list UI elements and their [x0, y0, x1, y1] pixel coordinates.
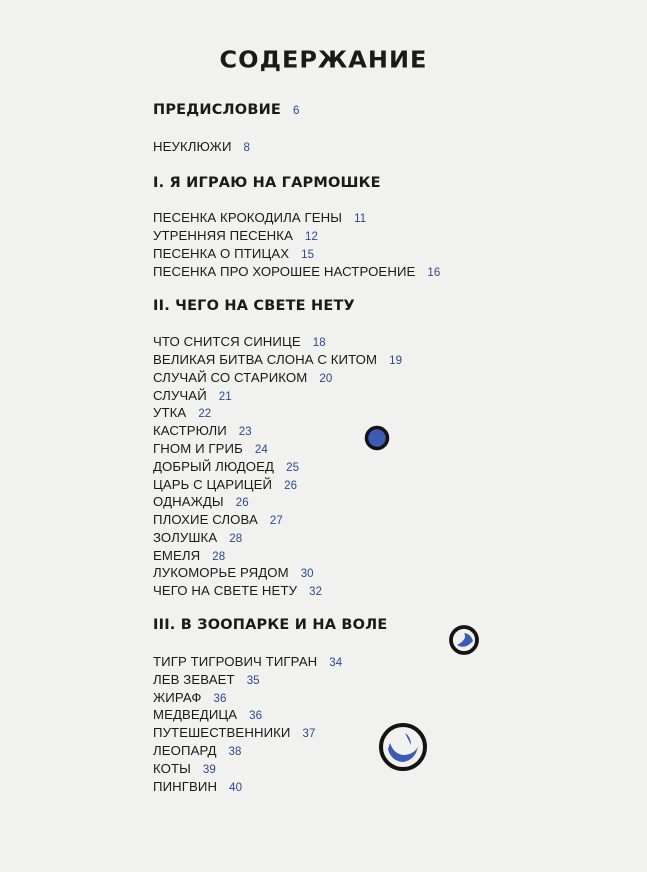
toc-entry-label: ОДНАЖДЫ: [153, 494, 224, 509]
toc-preface[interactable]: [153, 102, 300, 118]
page-number: 32: [309, 586, 323, 598]
toc-entry[interactable]: [153, 227, 318, 246]
page-number: 25: [286, 462, 300, 474]
page-number: 15: [301, 249, 315, 261]
toc-entry-label: ГНОМ И ГРИБ: [153, 441, 243, 456]
toc-entry-label: ЕМЕЛЯ: [153, 548, 201, 563]
toc-entry-label: МЕДВЕДИЦА: [153, 707, 238, 722]
toc-entry-label: ЗОЛУШКА: [153, 530, 218, 545]
toc-entry[interactable]: [153, 742, 242, 761]
toc-entry[interactable]: [153, 653, 342, 672]
toc-entry-label: УТРЕННЯЯ ПЕСЕНКА: [153, 228, 293, 243]
toc-entry-label: ПЕСЕНКА ПРО ХОРОШЕЕ НАСТРОЕНИЕ: [153, 264, 416, 279]
toc-entry-label: КАСТРЮЛИ: [153, 423, 227, 438]
page-number: 36: [213, 693, 227, 705]
toc-entry-label: ПЛОХИЕ СЛОВА: [153, 512, 258, 527]
toc-entry[interactable]: [153, 404, 211, 423]
page-number: 8: [243, 142, 251, 154]
page-number: 27: [269, 515, 283, 527]
page-number: 35: [246, 675, 260, 687]
toc-entry[interactable]: [153, 671, 260, 690]
page-number: 11: [354, 213, 367, 225]
ink-dot-icon: [363, 424, 391, 452]
page-number: 12: [304, 231, 318, 243]
page-title: СОДЕРЖАНИЕ: [219, 46, 428, 74]
toc-entry[interactable]: [153, 529, 242, 548]
toc-entry-label: ЛУКОМОРЬЕ РЯДОМ: [153, 565, 289, 580]
toc-entry[interactable]: [153, 493, 249, 512]
toc-entry[interactable]: [153, 351, 402, 370]
page-number: 37: [302, 728, 316, 740]
toc-entry[interactable]: [153, 209, 366, 228]
toc-entry-label: ЛЕВ ЗЕВАЕТ: [153, 672, 235, 687]
page-number: 36: [249, 710, 263, 722]
toc-entry[interactable]: [153, 263, 440, 282]
page-number: 18: [312, 337, 326, 349]
toc-entry-label: ПИНГВИН: [153, 779, 218, 794]
page-number: 24: [254, 444, 268, 456]
page-number: 6: [293, 105, 300, 117]
toc-entry-label: УТКА: [153, 405, 187, 420]
ink-dot-icon: [375, 719, 431, 775]
page-number: 20: [319, 373, 333, 385]
toc-entry-label: ЛЕОПАРД: [153, 743, 217, 758]
page-number: 26: [235, 497, 249, 509]
toc-entry-label: ЧТО СНИТСЯ СИНИЦЕ: [153, 334, 301, 349]
ink-dot-icon: [447, 623, 481, 657]
toc-entry-label: ВЕЛИКАЯ БИТВА СЛОНА С КИТОМ: [153, 352, 378, 367]
toc-entry-label: ЖИРАФ: [153, 690, 202, 705]
toc-entry-label: СЛУЧАЙ: [153, 388, 207, 403]
toc-entry[interactable]: [153, 582, 322, 601]
page-number: 22: [198, 408, 212, 420]
page-number: 19: [389, 355, 403, 367]
toc-entry-label: ПУТЕШЕСТВЕННИКИ: [153, 725, 291, 740]
toc-entry-label: СЛУЧАЙ СО СТАРИКОМ: [153, 370, 308, 385]
toc-heading-label: ПРЕДИСЛОВИЕ: [153, 102, 282, 118]
page-number: 30: [300, 568, 314, 580]
toc-entry-label: ЦАРЬ С ЦАРИЦЕЙ: [153, 477, 273, 492]
toc-entry[interactable]: [153, 422, 252, 441]
toc-entry[interactable]: [153, 564, 314, 583]
page-number: 34: [329, 657, 343, 669]
toc-entry-label: ЧЕГО НА СВЕТЕ НЕТУ: [153, 583, 298, 598]
toc-entry-label: НЕУКЛЮЖИ: [153, 139, 232, 154]
toc-entry-label: КОТЫ: [153, 761, 191, 776]
toc-entry[interactable]: [153, 778, 242, 797]
toc-entry[interactable]: [153, 760, 216, 779]
toc-entry[interactable]: [153, 440, 268, 459]
toc-entry-label: ДОБРЫЙ ЛЮДОЕД: [153, 459, 275, 474]
page-number: 28: [229, 533, 243, 545]
page-number: 40: [229, 782, 243, 794]
page-number: 21: [218, 391, 232, 403]
toc-entry[interactable]: [153, 458, 299, 477]
section-heading-1: I. Я ИГРАЮ НА ГАРМОШКЕ: [153, 175, 381, 191]
toc-entry[interactable]: [153, 724, 316, 743]
toc-entry[interactable]: [153, 706, 262, 725]
toc-entry[interactable]: [153, 369, 332, 388]
toc-entry-label: ПЕСЕНКА КРОКОДИЛА ГЕНЫ: [153, 210, 343, 225]
toc-entry[interactable]: [153, 138, 250, 157]
toc-entry[interactable]: [153, 333, 326, 352]
page-number: 28: [212, 551, 226, 563]
toc-entry-label: ПЕСЕНКА О ПТИЦАХ: [153, 246, 290, 261]
section-heading-2: II. ЧЕГО НА СВЕТЕ НЕТУ: [153, 298, 355, 314]
toc-entry[interactable]: [153, 245, 314, 264]
page-number: 26: [284, 480, 298, 492]
section-heading-3: III. В ЗООПАРКЕ И НА ВОЛЕ: [153, 617, 388, 633]
page-number: 16: [427, 267, 441, 279]
toc-entry-label: ТИГР ТИГРОВИЧ ТИГРАН: [153, 654, 318, 669]
page-number: 38: [228, 746, 242, 758]
page-number: 39: [202, 764, 216, 776]
toc-entry[interactable]: [153, 511, 283, 530]
page-number: 23: [238, 426, 252, 438]
